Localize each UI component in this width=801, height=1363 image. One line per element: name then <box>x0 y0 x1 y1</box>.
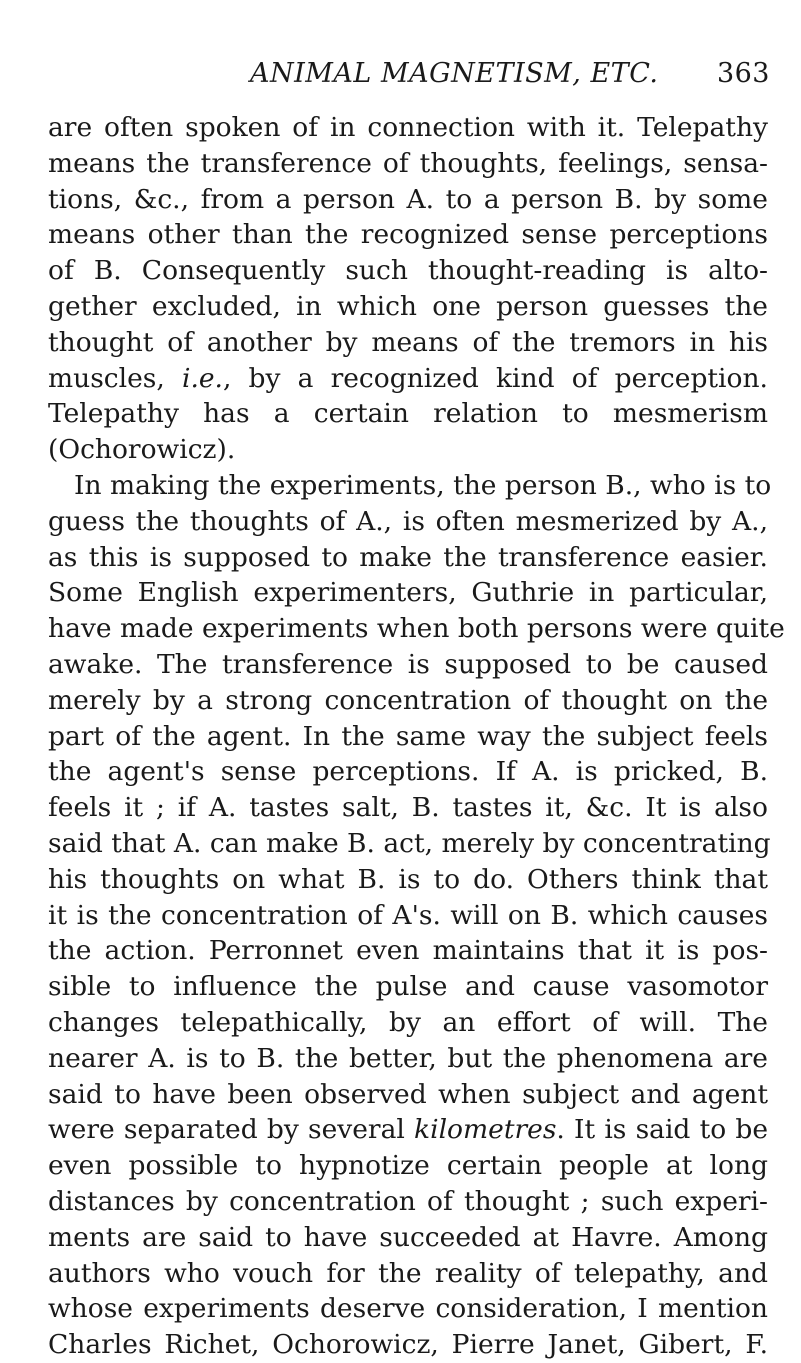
text-line: his thoughts on what B. is to do. Others think that <box>48 863 768 895</box>
text-line: awake. The transference is supposed to be caused <box>48 648 768 680</box>
text-line <box>48 361 768 397</box>
text-line: changes telepathically, by an effort of will. The <box>48 1006 768 1038</box>
text-line: tions, &c., from a person A. to a person B. by some <box>48 183 768 215</box>
text-line: are often spoken of in connection with it. Telepathy <box>48 112 768 143</box>
text-line: Telepathy has a certain relation to mesmerism <box>48 398 768 430</box>
text-line: the action. Perronnet even maintains that it is pos- <box>48 935 768 967</box>
text-line: even possible to hypnotize certain people at long <box>48 1150 768 1182</box>
text-line: means other than the recognized sense perceptions <box>48 219 768 251</box>
text-line: of B. Consequently such thought-reading is alto- <box>48 255 768 287</box>
text-line: said to have been observed when subject and agent <box>48 1078 768 1110</box>
text-line: have made experiments when both persons were quite <box>48 613 785 645</box>
body-text <box>48 110 785 1363</box>
text-line: Some English experimenters, Guthrie in particular, <box>48 577 768 609</box>
text-line: feels it ; if A. tastes salt, B. tastes it, &c. It is also <box>48 792 768 824</box>
text-line: merely by a strong concentration of thought on the <box>48 684 768 716</box>
paragraph-start-line: In making the experiments, the person B., who is to <box>74 469 772 501</box>
text-line: thought of another by means of the tremors in his <box>48 326 768 358</box>
text-segment: muscles, <box>48 362 182 394</box>
text-line: ments are said to have succeeded at Havre. Among <box>48 1221 768 1253</box>
text-line: guess the thoughts of A., is often mesmerized by A., <box>48 505 768 537</box>
text-line <box>48 1112 768 1148</box>
text-line: gether excluded, in which one person guesses the <box>48 290 768 322</box>
text-line: as this is supposed to make the transference easier. <box>48 541 768 573</box>
page-number: 363 <box>716 58 770 89</box>
text-line: nearer A. is to B. the better, but the phenomena are <box>48 1042 768 1074</box>
text-segment: , by a recognized kind of perception. <box>222 362 768 394</box>
text-line: it is the concentration of A's. will on B. which causes <box>48 899 768 931</box>
text-line: Charles Richet, Ochorowicz, Pierre Janet, Gibert, F. <box>48 1329 768 1361</box>
text-segment: . It is said to be <box>556 1114 769 1146</box>
text-line: part of the agent. In the same way the subject feels <box>48 720 768 752</box>
text-line: authors who vouch for the reality of telepathy, and <box>48 1257 768 1289</box>
text-line: sible to influence the pulse and cause vasomotor <box>48 971 768 1003</box>
running-head-title: ANIMAL MAGNETISM, ETC. <box>250 58 659 89</box>
text-line: the agent's sense perceptions. If A. is pricked, B. <box>48 756 768 788</box>
italic-text: kilometres <box>414 1114 557 1146</box>
text-segment: were separated by several <box>48 1114 415 1146</box>
text-line: whose experiments deserve consideration, I mention <box>48 1293 768 1325</box>
text-line: means the transference of thoughts, feelings, sensa- <box>48 147 768 179</box>
italic-text: i.e. <box>181 362 223 394</box>
running-head <box>250 58 770 98</box>
text-line: distances by concentration of thought ; such experi- <box>48 1185 768 1217</box>
text-line: said that A. can make B. act, merely by concentrating <box>48 827 771 859</box>
text-line: (Ochorowicz). <box>48 434 236 466</box>
